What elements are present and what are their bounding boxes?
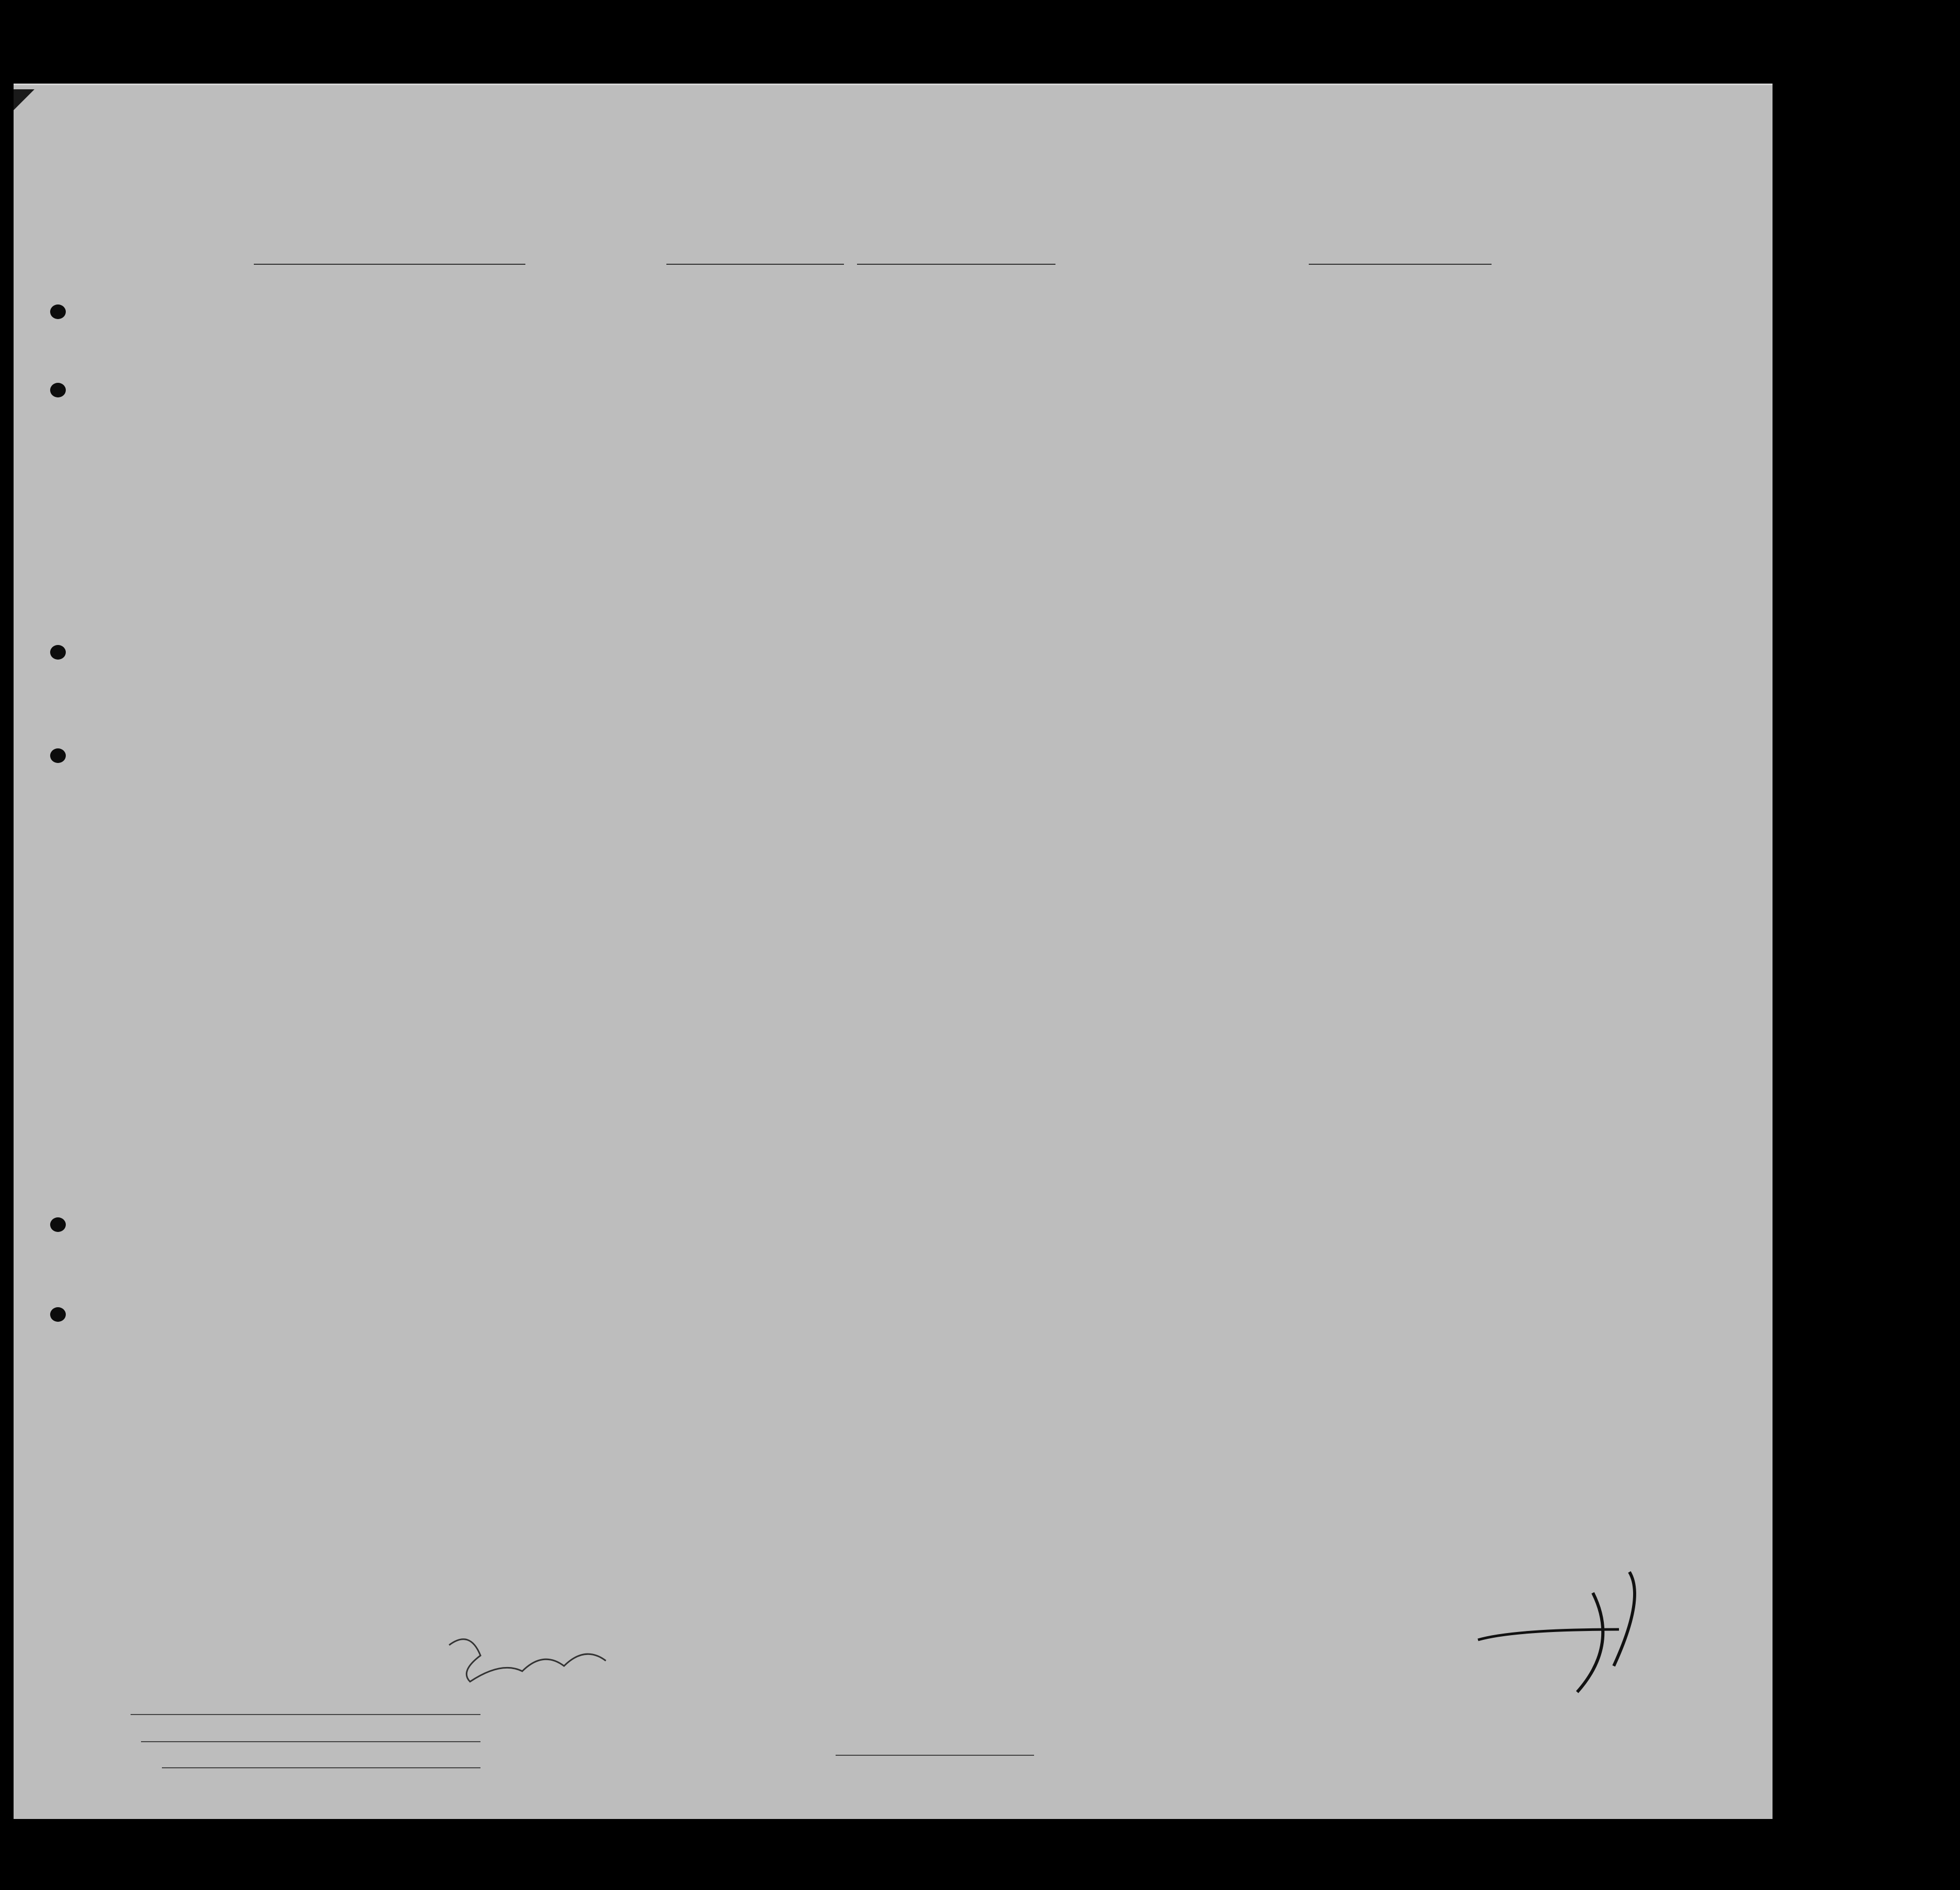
underline-mark (1478, 1629, 1619, 1640)
handwritten-signature (449, 1639, 606, 1682)
sheet-check-mark (1577, 1572, 1635, 1692)
